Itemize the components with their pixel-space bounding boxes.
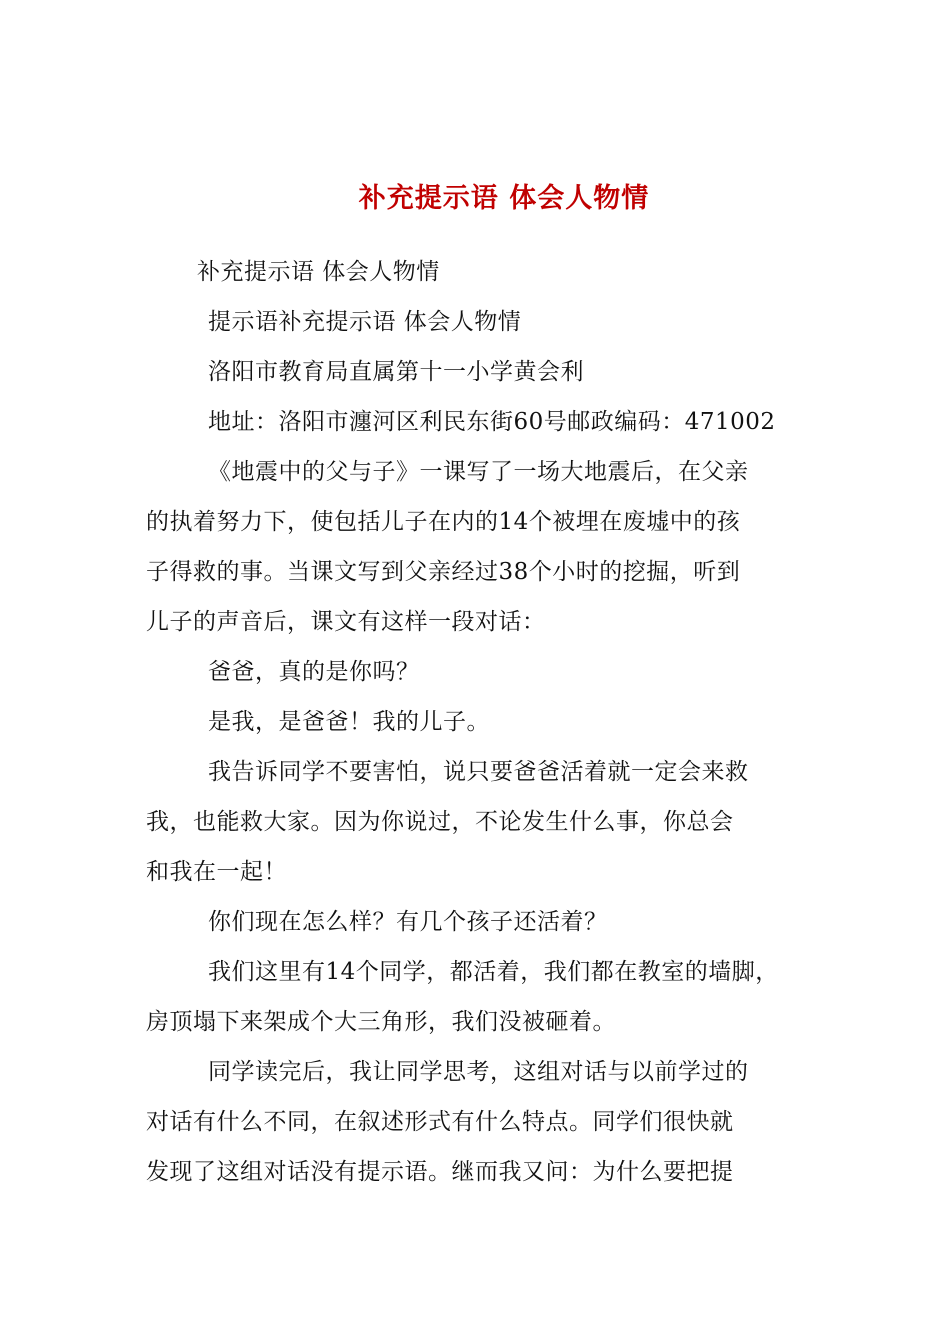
body-line: 的执着努力下，使包括儿子在内的14个被埋在废墟中的孩 (146, 509, 741, 535)
body-line: 爸爸，真的是你吗？ (208, 659, 420, 685)
body-line: 洛阳市教育局直属第十一小学黄会利 (208, 359, 584, 385)
document-title: 补充提示语 体会人物情 (358, 183, 650, 214)
body-line: 同学读完后，我让同学思考，这组对话与以前学过的 (208, 1059, 749, 1085)
body-line: 发现了这组对话没有提示语。继而我又问：为什么要把提 (146, 1159, 734, 1185)
body-line: 补充提示语 体会人物情 (197, 259, 440, 285)
body-line: 是我，是爸爸！我的儿子。 (208, 709, 490, 735)
body-line: 对话有什么不同，在叙述形式有什么特点。同学们很快就 (146, 1109, 734, 1135)
body-line: 房顶塌下来架成个大三角形，我们没被砸着。 (146, 1009, 616, 1035)
body-line: 和我在一起！ (146, 859, 287, 885)
body-line: 你们现在怎么样？有几个孩子还活着？ (208, 909, 608, 935)
body-line: 地址：洛阳市瀍河区利民东街60号邮政编码：471002 (208, 409, 776, 435)
body-line: 子得救的事。当课文写到父亲经过38个小时的挖掘，听到 (146, 559, 741, 585)
body-line: 《地震中的父与子》一课写了一场大地震后，在父亲 (208, 459, 749, 485)
body-line: 我告诉同学不要害怕，说只要爸爸活着就一定会来救 (208, 759, 749, 785)
body-line: 我，也能救大家。因为你说过，不论发生什么事，你总会 (146, 809, 734, 835)
body-line: 提示语补充提示语 体会人物情 (208, 309, 522, 335)
body-line: 儿子的声音后，课文有这样一段对话： (146, 609, 546, 635)
body-line: 我们这里有14个同学，都活着，我们都在教室的墙脚， (208, 959, 779, 985)
